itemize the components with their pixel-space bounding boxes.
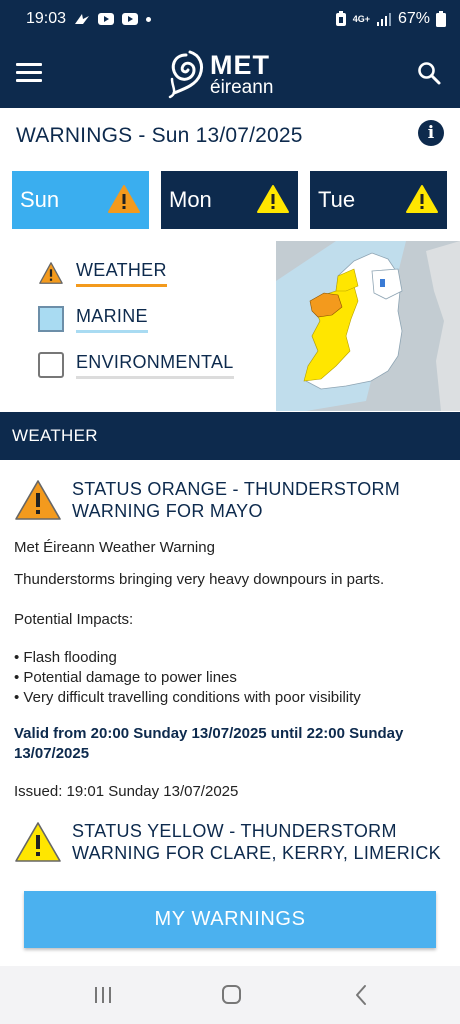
warning-title-line1: STATUS YELLOW - THUNDERSTORM	[72, 821, 397, 841]
legend-environmental[interactable]	[38, 342, 268, 388]
section-title: WEATHER	[12, 426, 98, 445]
tab-tue[interactable]	[310, 171, 447, 229]
youtube-notification-icon-2	[122, 13, 138, 25]
my-warnings-button[interactable]	[24, 891, 436, 948]
warning-icon	[256, 184, 290, 220]
marine-swatch-icon	[38, 306, 64, 332]
status-bar	[0, 0, 460, 38]
impacts-list	[14, 648, 446, 708]
tab-mon-label: Mon	[169, 187, 212, 212]
warnings-list[interactable]	[0, 460, 460, 873]
network-type: 4G+	[352, 14, 370, 24]
home-icon[interactable]	[216, 982, 246, 1008]
legend-marine-label: MARINE	[76, 306, 148, 333]
warning-title-line2: WARNING FOR MAYO	[72, 501, 263, 521]
battery-icon	[436, 11, 446, 27]
status-time: 19:03	[26, 10, 67, 27]
legend-marine[interactable]	[38, 296, 268, 342]
validity-line2: 13/07/2025	[14, 745, 90, 762]
warning-validity	[14, 724, 446, 764]
title-row	[0, 108, 460, 164]
battery-percent: 67%	[397, 10, 430, 27]
warning-card-yellow	[0, 820, 460, 864]
warning-type-legend	[38, 250, 268, 388]
warning-title	[72, 478, 400, 522]
warning-description: Thunderstorms bringing very heavy downpours in parts.	[14, 571, 385, 588]
warning-title-line2: WARNING FOR CLARE, KERRY, LIMERICK	[72, 843, 441, 863]
tab-sun[interactable]	[12, 171, 149, 229]
logo-met-text: MET	[210, 49, 270, 80]
weather-warning-icon	[38, 260, 64, 286]
notification-app-icon	[74, 12, 90, 26]
warning-icon	[14, 478, 62, 522]
validity-line1: Valid from 20:00 Sunday 13/07/2025 until 22:00 Sunday	[14, 725, 404, 742]
warning-icon	[14, 820, 62, 864]
signal-icon	[376, 12, 392, 26]
impact-item: • Very difficult travelling conditions with poor visibility	[14, 689, 361, 706]
battery-saver-icon	[335, 11, 347, 27]
my-warnings-label: MY WARNINGS	[154, 908, 306, 930]
app-bar	[0, 38, 460, 108]
logo-eireann-text: éireann	[210, 76, 274, 98]
impact-item: • Potential damage to power lines	[14, 669, 237, 686]
search-icon[interactable]	[416, 60, 442, 86]
menu-icon[interactable]	[16, 63, 42, 83]
warning-source: Met Éireann Weather Warning	[14, 539, 215, 556]
recents-icon[interactable]	[88, 982, 118, 1008]
warning-card-orange	[0, 478, 460, 802]
back-icon[interactable]	[346, 982, 376, 1008]
impacts-heading: Potential Impacts:	[14, 611, 134, 628]
met-eireann-logo[interactable]	[166, 46, 296, 102]
youtube-notification-icon	[98, 13, 114, 25]
warning-title	[72, 820, 441, 864]
environmental-checkbox-icon	[38, 352, 64, 378]
warning-issued: Issued: 19:01 Sunday 13/07/2025	[14, 783, 239, 800]
tab-tue-label: Tue	[318, 187, 356, 212]
warning-icon	[107, 184, 141, 220]
impact-item: • Flash flooding	[14, 649, 117, 666]
tab-mon[interactable]	[161, 171, 298, 229]
tab-sun-label: Sun	[20, 187, 60, 212]
system-nav-bar	[0, 966, 460, 1024]
page-title: WARNINGS - Sun 13/07/2025	[16, 124, 303, 147]
logo-swirl-icon	[166, 49, 206, 99]
warnings-map[interactable]	[276, 241, 460, 411]
warning-icon	[405, 184, 439, 220]
warning-title-line1: STATUS ORANGE - THUNDERSTORM	[72, 479, 401, 499]
info-icon[interactable]: i	[418, 120, 444, 146]
legend-weather-label: WEATHER	[76, 260, 167, 287]
legend-weather[interactable]	[38, 250, 268, 296]
legend-environmental-label: ENVIRONMENTAL	[76, 352, 234, 379]
more-notifications-dot	[146, 17, 151, 22]
day-tabs	[12, 171, 448, 229]
section-header-weather	[0, 412, 460, 460]
